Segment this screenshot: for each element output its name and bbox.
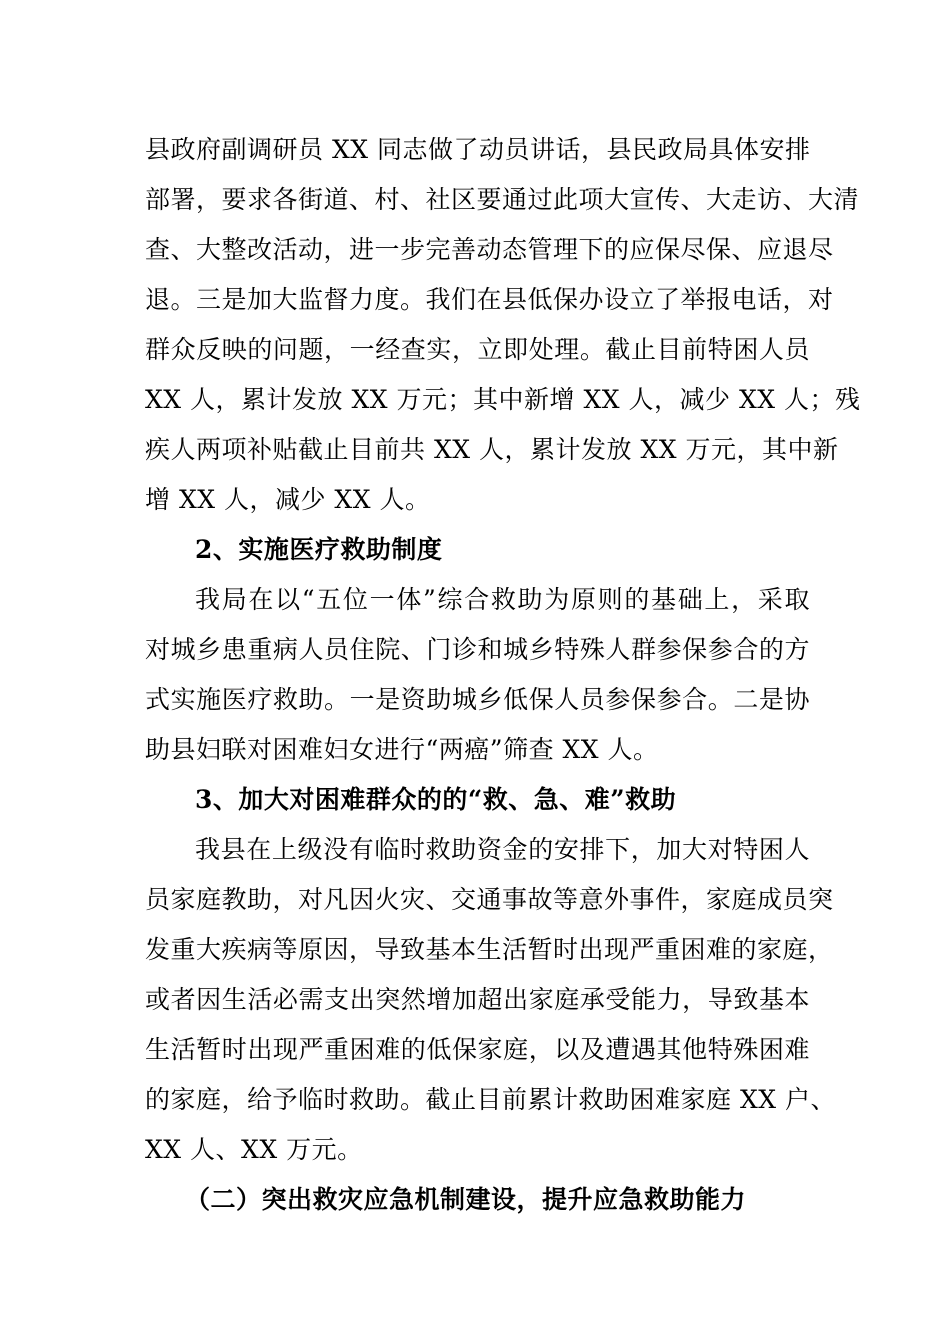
paragraph-line: 式实施医疗救助。一是资助城乡低保人员参保参合。二是协 [145,685,810,714]
paragraph-line: 我县在上级没有临时救助资金的安排下，加大对特困人 [195,835,810,864]
paragraph-line: 我局在以“五位一体”综合救助为原则的基础上，采取 [195,585,810,614]
paragraph-line: 对城乡患重病人员住院、门诊和城乡特殊人群参保参合的方 [145,635,810,664]
paragraph-line: 县政府副调研员 XX 同志做了动员讲话，县民政局具体安排 [145,135,811,164]
subsection-heading: 3、加大对困难群众的的“救、急、难”救助 [195,785,677,814]
paragraph-line: XX 人，累计发放 XX 万元；其中新增 XX 人，减少 XX 人；残 [145,385,861,414]
paragraph-line: 助县妇联对困难妇女进行“两癌”筛查 XX 人。 [145,735,659,764]
paragraph-line: 员家庭教助，对凡因火灾、交通事故等意外事件，家庭成员突 [145,885,834,914]
paragraph-line: XX 人、XX 万元。 [145,1135,363,1164]
paragraph-line: 的家庭，给予临时救助。截止目前累计救助困难家庭 XX 户、 [145,1085,836,1114]
paragraph-line: 部署，要求各街道、村、社区要通过此项大宣传、大走访、大清 [145,185,860,214]
paragraph-line: 疾人两项补贴截止目前共 XX 人，累计发放 XX 万元，其中新 [145,435,839,464]
paragraph-line: 查、大整改活动，进一步完善动态管理下的应保尽保、应退尽 [145,235,834,264]
paragraph-line: 发重大疾病等原因，导致基本生活暂时出现严重困难的家庭， [145,935,834,964]
paragraph-line: 生活暂时出现严重困难的低保家庭，以及遭遇其他特殊困难 [145,1035,810,1064]
paragraph-line: 退。三是加大监督力度。我们在县低保办设立了举报电话，对 [145,285,834,314]
paragraph-line: 群众反映的问题，一经查实，立即处理。截止目前特困人员 [145,335,810,364]
paragraph-line: 增 XX 人，减少 XX 人。 [145,485,431,514]
paragraph-line: 或者因生活必需支出突然增加超出家庭承受能力，导致基本 [145,985,810,1014]
subsection-heading: 2、实施医疗救助制度 [195,535,443,564]
section-heading: （二）突出救灾应急机制建设，提升应急救助能力 [185,1185,747,1214]
